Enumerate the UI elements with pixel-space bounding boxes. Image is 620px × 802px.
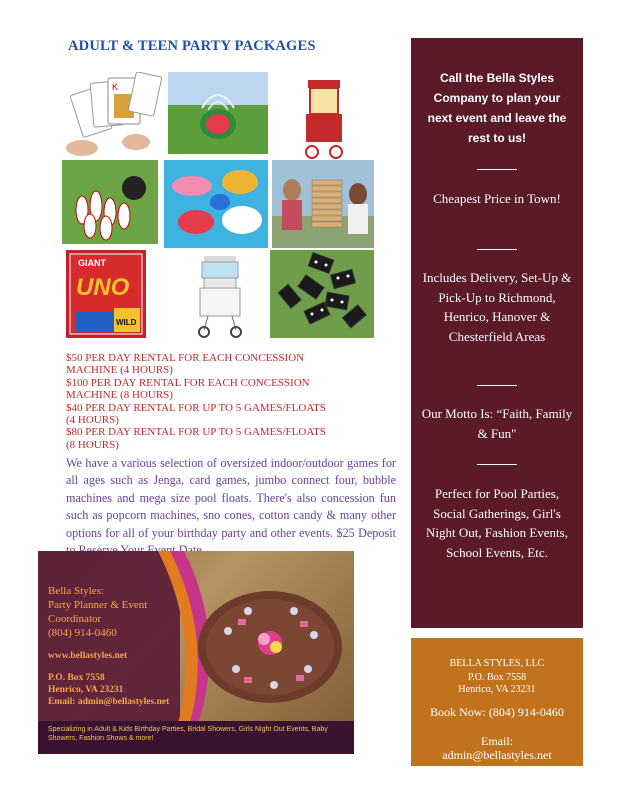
popcorn-machine-photo [274,72,374,160]
sidebar-cta: Call the Bella Styles Company to plan your next event and leave the rest to us! [427,71,567,145]
giant-dominoes-photo [270,250,374,338]
giant-jenga-photo [272,160,374,248]
watermelon-sprinkler-photo [168,72,268,154]
uno-main-label: UNO [76,274,130,301]
giant-bowling-photo [62,160,158,244]
company-name: BELLA STYLES, LLC [449,658,545,669]
business-flyer-image [38,551,354,754]
contact-box: P.O. Box 7558 [467,672,527,683]
rate-line: $40 PER DAY RENTAL FOR UP TO 5 GAMES/FLOATS [66,401,326,414]
flyer-city: Henrico, VA 23231 [48,685,124,695]
page-title: ADULT & TEEN PARTY PACKAGES [68,38,316,54]
rate-line: $80 PER DAY RENTAL FOR UP TO 5 GAMES/FLOATS [66,426,326,439]
pool-floats-photo [164,160,268,248]
uno-giant-label: GIANT [78,258,106,268]
sidebar-section-price: Cheapest Price in Town! [433,191,561,206]
flyer-email: Email: admin@bellastyles.net [48,697,170,707]
contact-city: Henrico, VA 23231 [458,684,536,695]
sidebar-section-events: Perfect for Pool Parties, Social Gatherings, Girl's Night Out, Fashion Events, School Events, Etc. [426,486,568,560]
book-now-phone: Book Now: (804) 914-0460 [430,705,564,719]
flyer-heading: Bella Styles: [48,585,104,597]
email-address: admin@bellastyles.net [442,748,552,762]
rate-line: MACHINE (4 HOURS) [66,364,173,377]
flyer-heading: Coordinator [48,613,102,625]
divider [477,464,517,465]
rate-line: (8 HOURS) [66,438,119,451]
rate-line: MACHINE (8 HOURS) [66,389,173,402]
divider [477,249,517,250]
rental-rates [66,352,386,451]
cotton-candy-machine-photo [180,250,260,338]
svg-text:K: K [112,82,119,92]
uno-wild-label: WILD [116,318,137,327]
rate-line: $50 PER DAY RENTAL FOR EACH CONCESSION [66,352,305,364]
flyer-phone: (804) 914-0460 [48,627,117,639]
rate-line: (4 HOURS) [66,414,119,427]
flyer-box: P.O. Box 7558 [48,673,105,683]
description-paragraph: We have a various selection of oversized indoor/outdoor games for all ages such as Jenga, card games, jumbo connect four, bubble machines and mega size pool floats. There's also concession fun such as popcorn machines, sno cones, cotton candy & many other options for all of your birthday party and other events. $25 Deposit [66,456,396,540]
contact-panel [411,638,583,766]
rate-line: $100 PER DAY RENTAL FOR EACH CONCESSION [66,376,310,389]
contact-email-block [411,734,583,762]
giant-cards-photo [62,72,162,160]
email-label: Email: [481,734,513,748]
divider [477,385,517,386]
divider [477,169,517,170]
flyer-heading: Party Planner & Event [48,599,148,611]
giant-uno-photo [66,250,146,338]
sidebar-section-motto: Our Motto Is: “Faith, Family & Fun" [421,406,573,441]
flyer-website: www.bellastyles.net [48,651,128,661]
flyer-tagline: Specializing in Adult & Kids Birthday Parties, Bridal Showers, Girls Night Out Events, Baby Showers, Fashion Shows & more! [48,726,328,742]
sidebar-section-delivery: Includes Delivery, Set-Up & Pick-Up to Richmond, Henrico, Hanover & Chesterfield Areas [422,270,572,344]
contact-address [411,658,583,696]
sidebar-panel [411,38,583,628]
